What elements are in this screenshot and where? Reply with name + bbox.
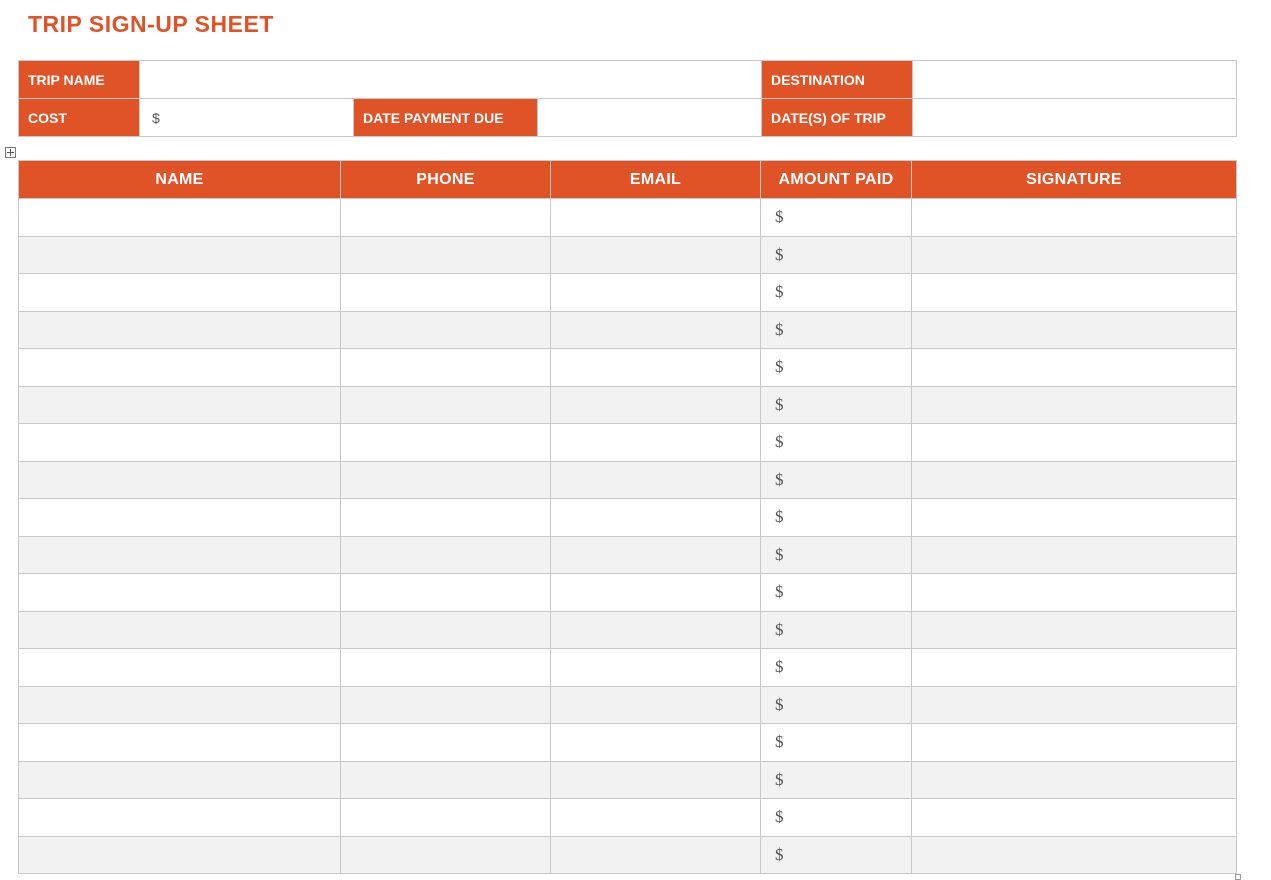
- table-row: [19, 236, 1237, 274]
- table-row: [19, 799, 1237, 837]
- name-cell[interactable]: [19, 274, 341, 312]
- amount-paid-cell[interactable]: $: [761, 799, 912, 837]
- table-row: [19, 649, 1237, 687]
- phone-cell[interactable]: [341, 536, 551, 574]
- signature-cell[interactable]: [912, 274, 1237, 312]
- phone-cell[interactable]: [341, 499, 551, 537]
- name-cell[interactable]: [19, 574, 341, 612]
- amount-paid-cell[interactable]: $: [761, 274, 912, 312]
- name-cell[interactable]: [19, 761, 341, 799]
- signature-cell[interactable]: [912, 574, 1237, 612]
- name-cell[interactable]: [19, 349, 341, 387]
- date-payment-due-label: DATE PAYMENT DUE: [354, 99, 538, 137]
- column-header-signature: SIGNATURE: [912, 161, 1237, 199]
- signature-cell[interactable]: [912, 649, 1237, 687]
- email-cell[interactable]: [551, 611, 761, 649]
- table-row: [19, 199, 1237, 237]
- phone-cell[interactable]: [341, 836, 551, 874]
- name-cell[interactable]: [19, 836, 341, 874]
- signature-cell[interactable]: [912, 386, 1237, 424]
- name-cell[interactable]: [19, 649, 341, 687]
- name-cell[interactable]: [19, 686, 341, 724]
- column-header-email: EMAIL: [551, 161, 761, 199]
- table-row: [19, 461, 1237, 499]
- table-row: [19, 499, 1237, 537]
- name-cell[interactable]: [19, 311, 341, 349]
- name-cell[interactable]: [19, 799, 341, 837]
- column-header-phone: PHONE: [341, 161, 551, 199]
- phone-cell[interactable]: [341, 649, 551, 687]
- table-row: [19, 574, 1237, 612]
- phone-cell[interactable]: [341, 611, 551, 649]
- email-cell[interactable]: [551, 799, 761, 837]
- signature-cell[interactable]: [912, 424, 1237, 462]
- phone-cell[interactable]: [341, 424, 551, 462]
- signup-table-header-row: [19, 161, 1237, 199]
- email-cell[interactable]: [551, 349, 761, 387]
- table-row: [19, 686, 1237, 724]
- signature-cell[interactable]: [912, 724, 1237, 762]
- email-cell[interactable]: [551, 574, 761, 612]
- phone-cell[interactable]: [341, 274, 551, 312]
- email-cell[interactable]: [551, 499, 761, 537]
- table-row: [19, 836, 1237, 874]
- email-cell[interactable]: [551, 686, 761, 724]
- phone-cell[interactable]: [341, 686, 551, 724]
- table-row: [19, 424, 1237, 462]
- cost-field[interactable]: $: [140, 99, 354, 137]
- phone-cell[interactable]: [341, 349, 551, 387]
- cost-label: COST: [19, 99, 140, 137]
- phone-cell[interactable]: [341, 236, 551, 274]
- signature-cell[interactable]: [912, 761, 1237, 799]
- email-cell[interactable]: [551, 724, 761, 762]
- table-row: [19, 611, 1237, 649]
- signature-cell[interactable]: [912, 536, 1237, 574]
- amount-paid-cell[interactable]: $: [761, 499, 912, 537]
- signature-cell[interactable]: [912, 686, 1237, 724]
- dates-of-trip-field[interactable]: [913, 99, 1237, 137]
- table-row: [19, 386, 1237, 424]
- phone-cell[interactable]: [341, 799, 551, 837]
- phone-cell[interactable]: [341, 386, 551, 424]
- phone-cell[interactable]: [341, 311, 551, 349]
- signature-cell[interactable]: [912, 461, 1237, 499]
- amount-paid-cell[interactable]: $: [761, 649, 912, 687]
- trip-info-row-1: [19, 61, 1237, 99]
- amount-paid-cell[interactable]: $: [761, 761, 912, 799]
- name-cell[interactable]: [19, 461, 341, 499]
- phone-cell[interactable]: [341, 724, 551, 762]
- amount-paid-cell[interactable]: $: [761, 836, 912, 874]
- table-row: [19, 311, 1237, 349]
- email-cell[interactable]: [551, 461, 761, 499]
- amount-paid-cell[interactable]: $: [761, 349, 912, 387]
- signup-table: [18, 160, 1237, 874]
- name-cell[interactable]: [19, 424, 341, 462]
- destination-field[interactable]: [913, 61, 1237, 99]
- email-cell[interactable]: [551, 236, 761, 274]
- move-handle-icon[interactable]: [5, 147, 16, 158]
- amount-paid-cell[interactable]: $: [761, 199, 912, 237]
- table-row: [19, 536, 1237, 574]
- name-cell[interactable]: [19, 386, 341, 424]
- amount-paid-cell[interactable]: $: [761, 236, 912, 274]
- name-cell[interactable]: [19, 199, 341, 237]
- page-title: TRIP SIGN-UP SHEET: [28, 11, 274, 37]
- date-payment-due-field[interactable]: [538, 99, 762, 137]
- name-cell[interactable]: [19, 611, 341, 649]
- signature-cell[interactable]: [912, 236, 1237, 274]
- amount-paid-cell[interactable]: $: [761, 424, 912, 462]
- amount-paid-cell[interactable]: $: [761, 461, 912, 499]
- amount-paid-cell[interactable]: $: [761, 386, 912, 424]
- resize-handle-icon[interactable]: [1235, 874, 1241, 880]
- table-row: [19, 761, 1237, 799]
- name-cell[interactable]: [19, 236, 341, 274]
- trip-info-table: [18, 60, 1237, 137]
- amount-paid-cell[interactable]: $: [761, 611, 912, 649]
- dates-of-trip-label: DATE(S) OF TRIP: [762, 99, 913, 137]
- phone-cell[interactable]: [341, 199, 551, 237]
- amount-paid-cell[interactable]: $: [761, 536, 912, 574]
- email-cell[interactable]: [551, 274, 761, 312]
- name-cell[interactable]: [19, 536, 341, 574]
- trip-name-label: TRIP NAME: [19, 61, 140, 99]
- email-cell[interactable]: [551, 199, 761, 237]
- signup-table-body: [19, 199, 1237, 874]
- amount-paid-cell[interactable]: $: [761, 574, 912, 612]
- phone-cell[interactable]: [341, 761, 551, 799]
- name-cell[interactable]: [19, 724, 341, 762]
- table-row: [19, 349, 1237, 387]
- trip-name-field[interactable]: [140, 61, 762, 99]
- amount-paid-cell[interactable]: $: [761, 311, 912, 349]
- phone-cell[interactable]: [341, 461, 551, 499]
- name-cell[interactable]: [19, 499, 341, 537]
- email-cell[interactable]: [551, 386, 761, 424]
- signature-cell[interactable]: [912, 311, 1237, 349]
- table-row: [19, 724, 1237, 762]
- destination-label: DESTINATION: [762, 61, 913, 99]
- signature-cell[interactable]: [912, 349, 1237, 387]
- phone-cell[interactable]: [341, 574, 551, 612]
- email-cell[interactable]: [551, 311, 761, 349]
- trip-info-row-2: [19, 99, 1237, 137]
- table-row: [19, 274, 1237, 312]
- amount-paid-cell[interactable]: $: [761, 686, 912, 724]
- email-cell[interactable]: [551, 761, 761, 799]
- signature-cell[interactable]: [912, 611, 1237, 649]
- signature-cell[interactable]: [912, 799, 1237, 837]
- amount-paid-cell[interactable]: $: [761, 724, 912, 762]
- signature-cell[interactable]: [912, 836, 1237, 874]
- email-cell[interactable]: [551, 424, 761, 462]
- email-cell[interactable]: [551, 836, 761, 874]
- signature-cell[interactable]: [912, 199, 1237, 237]
- column-header-name: NAME: [19, 161, 341, 199]
- signature-cell[interactable]: [912, 499, 1237, 537]
- email-cell[interactable]: [551, 536, 761, 574]
- column-header-amount-paid: AMOUNT PAID: [761, 161, 912, 199]
- email-cell[interactable]: [551, 649, 761, 687]
